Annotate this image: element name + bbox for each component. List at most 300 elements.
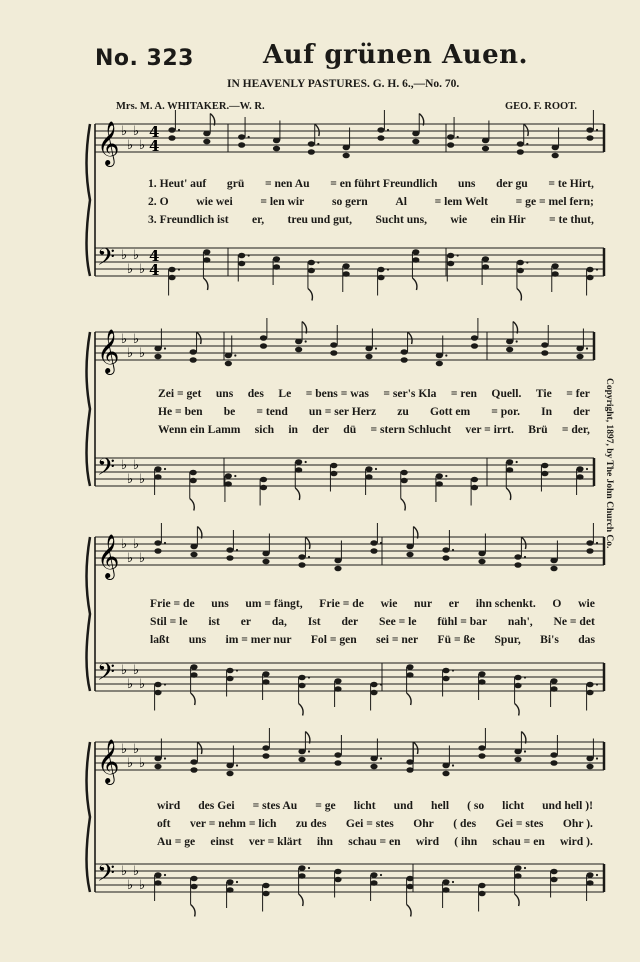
lyric: licht [502, 799, 525, 812]
note-head [377, 275, 384, 281]
note-head [406, 767, 413, 773]
dot [452, 669, 454, 671]
lyric: = nen Au [264, 177, 310, 190]
bass-clef-icon: 𝄢 [97, 453, 116, 486]
note-head [238, 261, 245, 267]
note-head [442, 763, 449, 769]
lyric: ver = nehm = lich [189, 817, 277, 830]
note-head [478, 551, 485, 557]
lyric: = ge = mel fern; [515, 195, 594, 208]
note-head [478, 891, 485, 897]
lyric: er [240, 615, 252, 628]
note-head [308, 260, 315, 266]
dot [452, 764, 454, 766]
dot [308, 676, 310, 678]
note-head [412, 249, 419, 255]
note-head [586, 764, 593, 770]
lyric: O [552, 597, 562, 610]
note-head [295, 347, 302, 353]
note-head [330, 342, 337, 348]
flat-sign-icon: ♭ [121, 663, 128, 678]
dot [236, 764, 238, 766]
dot [526, 143, 528, 145]
note-head [514, 554, 521, 560]
note-head [506, 459, 513, 465]
note-flag [407, 905, 412, 917]
note-head [412, 139, 419, 145]
lyric: 1. Heut' auf [148, 177, 207, 190]
lyric: der [573, 405, 590, 418]
lyric: = te Hirt, [548, 177, 594, 190]
note-head [226, 763, 233, 769]
brace [87, 124, 91, 276]
note-head [298, 865, 305, 871]
note-head [154, 540, 161, 546]
note-head [552, 145, 559, 151]
lyric: der [312, 423, 329, 436]
dot [236, 549, 238, 551]
note-head [586, 135, 593, 141]
lyric: ver = irrt. [465, 423, 514, 436]
flat-sign-icon: ♭ [139, 878, 146, 893]
note-head [343, 153, 350, 159]
note-flag [197, 332, 202, 344]
lyric: wie wei [196, 195, 233, 208]
lyric: des [247, 387, 264, 400]
note-head [168, 127, 175, 133]
treble-clef-icon: 𝄞 [97, 121, 120, 165]
note-head [225, 353, 232, 359]
dot [375, 347, 377, 349]
lyric: grü [226, 177, 245, 190]
dot [586, 468, 588, 470]
lyric: ein Hir [490, 213, 526, 226]
lyric: = bens = was [305, 387, 369, 400]
copyright-text: Copyright, 1897, by The John Church Co. [604, 378, 614, 549]
note-head [298, 749, 305, 755]
dot [178, 129, 180, 131]
note-head [550, 678, 557, 684]
lyric: Sucht uns, [375, 213, 428, 226]
note-head [576, 466, 583, 472]
dot [317, 143, 319, 145]
note-head [260, 477, 267, 483]
lyric: Fol = gen [310, 633, 357, 646]
note-flag [299, 894, 304, 906]
lyric: laßt [150, 633, 170, 646]
note-head [334, 566, 341, 572]
flat-sign-icon: ♭ [127, 677, 134, 692]
note-head [203, 257, 210, 263]
lyric: = stern Schlucht [370, 423, 452, 436]
note-head [262, 745, 269, 751]
note-head [478, 753, 485, 759]
flat-sign-icon: ♭ [139, 677, 146, 692]
note-head [370, 764, 377, 770]
brace [87, 537, 91, 691]
note-flag [515, 704, 520, 716]
dot [516, 461, 518, 463]
note-head [471, 477, 478, 483]
lyric: der [341, 615, 359, 628]
note-head [541, 342, 548, 348]
note-head [273, 264, 280, 270]
lyric: = lem Welt [434, 195, 489, 208]
note-head [334, 760, 341, 766]
note-head [365, 346, 372, 352]
note-head [514, 683, 521, 689]
note-flag [191, 905, 196, 917]
note-head [586, 127, 593, 133]
lyric: Gei = stes [495, 817, 544, 830]
dot [380, 683, 382, 685]
lyric: fühl = bar [437, 615, 488, 628]
note-flag [308, 289, 313, 301]
lyric: uns [215, 387, 234, 400]
flat-sign-icon: ♭ [139, 551, 146, 566]
note-head [586, 548, 593, 554]
note-head [262, 679, 269, 685]
note-head [190, 478, 197, 484]
note-head [190, 552, 197, 558]
dot [524, 750, 526, 752]
lyric: wie [578, 597, 595, 610]
lyric: und [393, 799, 413, 812]
note-head [482, 146, 489, 152]
flat-sign-icon: ♭ [139, 262, 146, 277]
note-head [225, 481, 232, 487]
flat-sign-icon: ♭ [133, 537, 140, 552]
notes [154, 110, 598, 917]
dot [524, 676, 526, 678]
lyric: Brü [528, 423, 548, 436]
flat-sign-icon: ♭ [133, 742, 140, 757]
dot [524, 556, 526, 558]
note-head [298, 683, 305, 689]
note-head [576, 354, 583, 360]
lyric-line [158, 423, 590, 436]
note-head [471, 343, 478, 349]
note-head [334, 869, 341, 875]
dot [305, 461, 307, 463]
note-head [273, 256, 280, 262]
note-head [308, 268, 315, 274]
note-head [226, 771, 233, 777]
note-head [401, 357, 408, 363]
note-head [478, 745, 485, 751]
flat-sign-icon: ♭ [127, 878, 134, 893]
note-head [262, 753, 269, 759]
note-head [334, 558, 341, 564]
lyric: zu [397, 405, 409, 418]
note-head [154, 466, 161, 472]
note-head [260, 343, 267, 349]
lyric: See = le [379, 615, 417, 628]
note-head [260, 485, 267, 491]
note-head [541, 463, 548, 469]
lyric: um = fängt, [245, 597, 303, 610]
note-head [225, 361, 232, 367]
note-head [442, 771, 449, 777]
note-head [365, 354, 372, 360]
lyric: Ohr [413, 817, 434, 830]
note-head [308, 141, 315, 147]
note-head [552, 263, 559, 269]
note-head [190, 470, 197, 476]
dot [445, 475, 447, 477]
note-head [365, 466, 372, 472]
flat-sign-icon: ♭ [133, 864, 140, 879]
note-head [168, 135, 175, 141]
note-head [226, 887, 233, 893]
lyric: = fer [566, 387, 590, 400]
dot [164, 542, 166, 544]
note-head [370, 872, 377, 878]
flat-sign-icon: ♭ [133, 332, 140, 347]
note-head [334, 686, 341, 692]
dot [452, 549, 454, 551]
lyric: schau = en [348, 835, 401, 848]
note-head [308, 149, 315, 155]
dot [375, 468, 377, 470]
note-head [550, 760, 557, 766]
flat-sign-icon: ♭ [121, 458, 128, 473]
note-head [370, 682, 377, 688]
note-flag [412, 278, 417, 290]
note-head [190, 544, 197, 550]
lyric: = ser's Kla [383, 387, 437, 400]
dot [164, 468, 166, 470]
dot [387, 268, 389, 270]
note-head [506, 339, 513, 345]
lyric: wie [450, 213, 468, 226]
note-head [365, 474, 372, 480]
flat-sign-icon: ♭ [133, 458, 140, 473]
lyric: = len wir [260, 195, 305, 208]
flat-sign-icon: ♭ [127, 472, 134, 487]
dot [596, 129, 598, 131]
note-head [506, 467, 513, 473]
note-head [154, 548, 161, 554]
note-flag [521, 537, 526, 549]
bass-clef-icon: 𝄢 [97, 658, 116, 691]
note-head [406, 544, 413, 550]
note-head [190, 759, 197, 765]
note-head [517, 149, 524, 155]
note-head [154, 872, 161, 878]
note-head [586, 540, 593, 546]
lyric: uns [458, 177, 476, 190]
lyric-line [158, 405, 590, 418]
note-flag [515, 894, 520, 906]
note-head [406, 664, 413, 670]
note-head [370, 756, 377, 762]
note-head [550, 558, 557, 564]
lyric: zu des [295, 817, 327, 830]
bass-clef-icon: 𝄢 [97, 243, 116, 276]
dot [248, 254, 250, 256]
note-head [295, 467, 302, 473]
note-head [514, 873, 521, 879]
lyric: im = mer nur [225, 633, 292, 646]
note-head [203, 249, 210, 255]
dot [164, 683, 166, 685]
note-head [190, 767, 197, 773]
composer-credit: GEO. F. ROOT. [505, 101, 578, 112]
note-head [478, 883, 485, 889]
note-head [377, 127, 384, 133]
note-head [401, 349, 408, 355]
dot [445, 354, 447, 356]
lyric: Tie [535, 387, 552, 400]
note-head [168, 267, 175, 273]
note-head [330, 463, 337, 469]
flat-sign-icon: ♭ [133, 248, 140, 263]
note-flag [524, 124, 529, 136]
flat-sign-icon: ♭ [121, 864, 128, 879]
note-head [586, 872, 593, 878]
lyric: = der, [561, 423, 590, 436]
lyric: Frie = de [150, 597, 195, 610]
note-head [447, 253, 454, 259]
lyric-line [150, 633, 595, 646]
note-head [514, 749, 521, 755]
lyric-line [150, 615, 595, 628]
note-head [370, 548, 377, 554]
lyric: = ge [315, 799, 336, 812]
lyric-line [157, 799, 593, 812]
note-head [260, 335, 267, 341]
lyric: Wenn ein Lamm [158, 423, 241, 436]
dot [387, 129, 389, 131]
lyric: da, [271, 615, 287, 628]
flat-sign-icon: ♭ [127, 138, 134, 153]
note-head [190, 357, 197, 363]
note-head [482, 138, 489, 144]
note-head [298, 757, 305, 763]
note-head [552, 271, 559, 277]
note-head [226, 668, 233, 674]
flat-sign-icon: ♭ [127, 756, 134, 771]
lyric: in [288, 423, 298, 436]
note-head [262, 559, 269, 565]
note-flag [203, 278, 208, 290]
flat-sign-icon: ♭ [127, 346, 134, 361]
note-head [412, 257, 419, 263]
flat-sign-icon: ♭ [139, 346, 146, 361]
dot [164, 757, 166, 759]
note-head [370, 540, 377, 546]
dot [164, 347, 166, 349]
lyric: Zei = get [158, 387, 202, 400]
note-head [541, 471, 548, 477]
note-head [262, 671, 269, 677]
lyric-line [148, 177, 594, 190]
dot [234, 354, 236, 356]
lyric: das [578, 633, 595, 646]
note-head [471, 485, 478, 491]
note-head [442, 879, 449, 885]
lyric: Ohr ). [562, 817, 593, 830]
note-head [586, 682, 593, 688]
note-head [436, 361, 443, 367]
tune-reference: IN HEAVENLY PASTURES. G. H. 6.,—No. 70. [227, 78, 460, 90]
flat-sign-icon: ♭ [121, 332, 128, 347]
note-head [343, 271, 350, 277]
note-flag [305, 537, 310, 549]
lyric: 3. Freundlich ist [148, 213, 229, 226]
dot [380, 874, 382, 876]
dot [308, 750, 310, 752]
note-head [550, 566, 557, 572]
lyric: In [541, 405, 553, 418]
note-head [190, 672, 197, 678]
note-flag [407, 693, 412, 705]
note-head [226, 555, 233, 561]
lyric: schau = en [492, 835, 545, 848]
note-head [447, 142, 454, 148]
dot [596, 683, 598, 685]
dot [164, 874, 166, 876]
lyric: Bi's [540, 633, 559, 646]
note-head [514, 865, 521, 871]
flat-sign-icon: ♭ [121, 248, 128, 263]
flat-sign-icon: ♭ [127, 262, 134, 277]
note-head [517, 141, 524, 147]
note-head [471, 335, 478, 341]
lyric: des Gei [198, 799, 235, 812]
lyric: Stil = le [150, 615, 188, 628]
brace [87, 742, 91, 892]
note-head [298, 873, 305, 879]
lyric: einst [210, 835, 234, 848]
note-flag [413, 742, 418, 754]
lyric: Ne = det [553, 615, 595, 628]
note-head [190, 664, 197, 670]
lyric: 2. O [148, 195, 169, 208]
lyric: so gern [331, 195, 368, 208]
note-head [262, 891, 269, 897]
lyric: ver = klärt [248, 835, 302, 848]
note-head [190, 876, 197, 882]
lyric: Spur, [494, 633, 521, 646]
note-head [552, 153, 559, 159]
lyric-line [148, 213, 594, 226]
bass-clef-icon: 𝄢 [97, 859, 116, 892]
lyric: sei = ner [376, 633, 419, 646]
dot [380, 757, 382, 759]
note-head [586, 756, 593, 762]
flat-sign-icon: ♭ [139, 756, 146, 771]
dot [317, 261, 319, 263]
note-head [377, 267, 384, 273]
note-head [436, 481, 443, 487]
lyric: uns [188, 633, 207, 646]
dot [596, 874, 598, 876]
lyric: ( so [467, 799, 485, 812]
lyric: wird [415, 835, 440, 848]
lyric: Quell. [491, 387, 522, 400]
lyric: Frie = de [319, 597, 364, 610]
note-head [401, 470, 408, 476]
lyric-line [157, 835, 593, 848]
lyric: = te thut, [549, 213, 594, 226]
note-head [406, 672, 413, 678]
note-head [447, 134, 454, 140]
note-head [298, 675, 305, 681]
note-head [576, 474, 583, 480]
flat-sign-icon: ♭ [133, 124, 140, 139]
